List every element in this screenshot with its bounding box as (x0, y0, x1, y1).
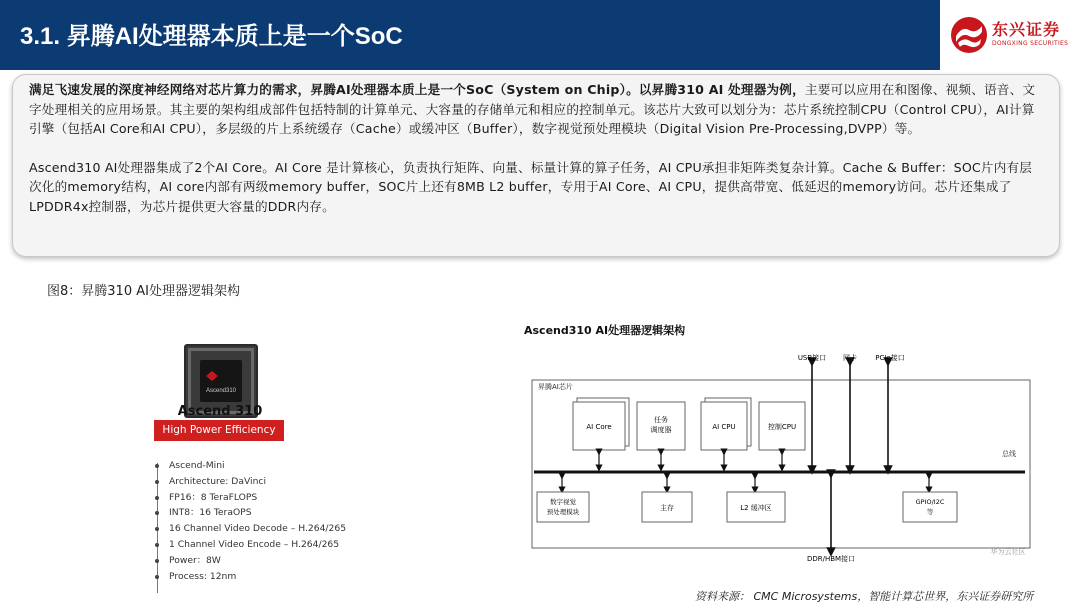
architecture-svg (520, 318, 1040, 574)
block-label: 主存 (660, 504, 674, 512)
block-control-cpu (759, 402, 805, 450)
logo-english-text: DONGXING SECURITIES (992, 40, 1069, 47)
top-connectors (599, 452, 782, 468)
block-label: AI CPU (712, 423, 736, 431)
company-logo (940, 0, 1080, 70)
source-note: 资料来源： CMC Microsystems，智能计算芯世界，东兴证券研究所 (695, 590, 1034, 603)
watermark: 华为云社区 (990, 548, 1026, 556)
product-badge: High Power Efficiency (154, 420, 284, 441)
block-label: L2 缓冲区 (740, 504, 772, 512)
spec-item: Ascend-Mini (169, 458, 346, 474)
svg-text:GPIO/I2C: GPIO/I2C (915, 498, 945, 506)
page-title: 3.1. 昇腾AI处理器本质上是一个SoC (20, 23, 403, 50)
block-label-line1: 任务 (654, 416, 668, 424)
port-ddr: DDR/HBM接口 (806, 555, 856, 563)
block-gpio (903, 492, 957, 522)
logo-mark-icon (950, 16, 988, 54)
spec-item: Power：8W (169, 553, 346, 569)
intro-paragraph-1-rest: 主要可以应用在和图像、视频、语音、文字处理相关的应用场景。其主要的架构组成部件包括特制的计算单元、大容量的存储单元和相应的控制单元。该芯片大致可以划分为：芯片系统控制CPU（Control CPU），AI计算引擎（包括AI Core和AI CPU），多层级的片上系统缓存（Cache）或缓冲区（Buffer），数字视觉预处理模块（Digital Vision Pre-Processing,DVPP）等。 (29, 82, 1036, 136)
svg-text:预处理模块: 预处理模块 (546, 508, 580, 516)
intro-paragraph-1 (29, 80, 1043, 139)
header-bar (0, 0, 940, 70)
figure-caption: 图8：昇腾310 AI处理器逻辑架构 (47, 284, 240, 299)
block-dvpp (537, 492, 589, 522)
spec-item: 16 Channel Video Decode – H.264/265 (169, 521, 346, 537)
block-main-memory (642, 492, 692, 522)
bottom-connectors (562, 476, 929, 490)
intro-text-box (12, 74, 1060, 257)
chip-label: Ascend310 (205, 388, 237, 394)
block-ai-cpu (701, 398, 751, 450)
block-task-scheduler (637, 402, 685, 450)
block-label: 控制CPU (767, 423, 797, 431)
chip-outline-label: 昇腾AI芯片 (538, 383, 573, 391)
port-nic: 网卡 (843, 354, 857, 362)
spec-item: 1 Channel Video Encode – H.264/265 (169, 537, 346, 553)
spec-item: FP16：8 TeraFLOPS (169, 490, 346, 506)
logo-chinese-text: 东兴证券 (992, 20, 1061, 39)
spec-item: Architecture: DaVinci (169, 474, 346, 490)
svg-text:数字视觉: 数字视觉 (550, 498, 576, 506)
spec-item: Process: 12nm (169, 569, 346, 585)
architecture-diagram (520, 318, 1040, 574)
bus-label: 总线 (1002, 450, 1016, 458)
port-pcie: PCIe接口 (875, 354, 905, 362)
external-port-lines (812, 362, 888, 470)
product-name: Ascend 310 (177, 404, 263, 419)
product-card (140, 320, 347, 605)
svg-text:等: 等 (926, 508, 934, 516)
block-l2-buffer (727, 492, 785, 522)
spec-item: INT8：16 TeraOPS (169, 505, 346, 521)
port-usb: USB接口 (797, 354, 827, 362)
block-label-line2: 调度器 (650, 426, 672, 434)
spec-list (169, 458, 346, 584)
block-label: AI Core (586, 423, 612, 431)
intro-highlight: 满足飞速发展的深度神经网络对芯片算力的需求，昇腾AI处理器本质上是一个SoC（System on Chip）。以昇腾310 AI 处理器为例， (29, 82, 805, 97)
intro-paragraph-2: Ascend310 AI处理器集成了2个AI Core。AI Core 是计算核心，负责执行矩阵、向量、标量计算的算子任务，AI CPU承担非矩阵类复杂计算。Cache & Buffer：SOC片内有层次化的memory结构，AI core内部有两级memory buffer，SOC片上还有8MB L2 buffer，专用于AI Core、AI CPU，提供高带宽、低延迟的memory访问。芯片还集成了LPDDR4x控制器，为芯片提供更大容量的DDR内存。 (29, 159, 1033, 214)
block-ai-core (573, 398, 629, 450)
diagram-title: Ascend310 AI处理器逻辑架构 (524, 324, 686, 337)
